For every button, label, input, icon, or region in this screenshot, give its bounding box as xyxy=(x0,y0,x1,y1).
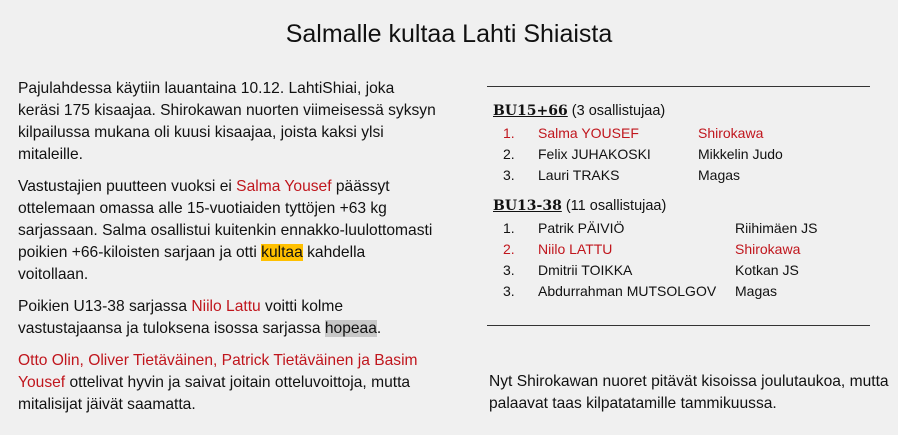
silver-highlight: hopeaa xyxy=(324,320,377,337)
place: 2. xyxy=(503,146,515,162)
place: 3. xyxy=(503,283,515,299)
article-body xyxy=(18,78,438,426)
place: 1. xyxy=(503,125,515,141)
text: voitti kolme vastustajaansa ja tuloksena isossa sarjassa xyxy=(18,298,344,337)
paragraph-intro: Pajulahdessa käytiin lauantaina 10.12. LahtiShiai, joka keräsi 175 kisaajaa. Shirokawan nuorten viimeisessä syksyn kilpailussa mukana oli kuusi kisaajaa, joista kaksi ylsi mitaleille. xyxy=(18,80,436,163)
paragraph-salma xyxy=(18,176,438,286)
result-row xyxy=(493,281,873,302)
text: . xyxy=(376,320,382,337)
divider-bottom xyxy=(487,325,870,326)
result-row xyxy=(493,144,873,165)
result-row xyxy=(493,239,873,260)
page-title: Salmalle kultaa Lahti Shiaista xyxy=(285,20,613,48)
club: Shirokawa xyxy=(698,125,764,141)
closing-paragraph: Nyt Shirokawan nuoret pitävät kisoissa joulutaukoa, mutta palaavat taas kilpatatamille tammikuussa. xyxy=(489,373,889,412)
text: ottelivat hyvin ja saivat joitain otteluvoittoja, mutta mitalisijat jäivät saamatta. xyxy=(18,374,411,413)
athlete: Felix JUHAKOSKI xyxy=(538,146,651,162)
club: Shirokawa xyxy=(735,241,801,257)
category-code: BU13-38 xyxy=(493,198,562,214)
text: kahdella voitollaan. xyxy=(18,244,366,283)
club: Mikkelin Judo xyxy=(698,146,783,162)
text: Vastustajien puutteen vuoksi ei xyxy=(18,178,237,195)
category-header xyxy=(493,101,873,123)
club: Magas xyxy=(735,283,778,299)
result-row xyxy=(493,260,873,281)
place: 3. xyxy=(503,167,515,183)
result-row xyxy=(493,165,873,186)
paragraph-niilo xyxy=(18,296,438,340)
place: 2. xyxy=(503,241,515,257)
result-row xyxy=(493,218,873,239)
athlete: Salma YOUSEF xyxy=(538,125,639,141)
athlete-names: Otto Olin, Oliver Tietäväinen, Patrick Tietäväinen ja Basim Yousef xyxy=(18,352,418,391)
text: päässyt ottelemaan omassa alle 15-vuotiaiden tyttöjen +63 kg sarjassaan. Salma osallistui kuitenkin ennakko-luulottomasti poikien +66-kiloisten sarjaan ja otti xyxy=(18,178,433,261)
club: Riihimäen JS xyxy=(735,220,818,236)
place: 3. xyxy=(503,262,515,278)
athlete: Lauri TRAKS xyxy=(538,167,620,183)
participant-count: (3 osallistujaa) xyxy=(567,103,666,119)
category-header xyxy=(493,196,873,218)
place: 1. xyxy=(503,220,515,236)
divider-top xyxy=(487,86,870,87)
results-panel xyxy=(493,101,873,302)
result-row xyxy=(493,123,873,144)
paragraph-others xyxy=(18,350,438,416)
text: Poikien U13-38 sarjassa xyxy=(18,298,192,315)
athlete: Dmitrii TOIKKA xyxy=(538,262,633,278)
athlete: Patrik PÄIVIÖ xyxy=(538,220,625,236)
category-code: BU15+66 xyxy=(493,103,568,119)
athlete: Abdurrahman MUTSOLGOV xyxy=(538,283,717,299)
athlete-name: Niilo Lattu xyxy=(191,298,261,315)
participant-count: (11 osallistujaa) xyxy=(561,198,667,214)
club: Kotkan JS xyxy=(735,262,799,278)
athlete: Niilo LATTU xyxy=(538,241,613,257)
club: Magas xyxy=(698,167,741,183)
athlete-name: Salma Yousef xyxy=(236,178,332,195)
gold-highlight: kultaa xyxy=(261,244,303,261)
